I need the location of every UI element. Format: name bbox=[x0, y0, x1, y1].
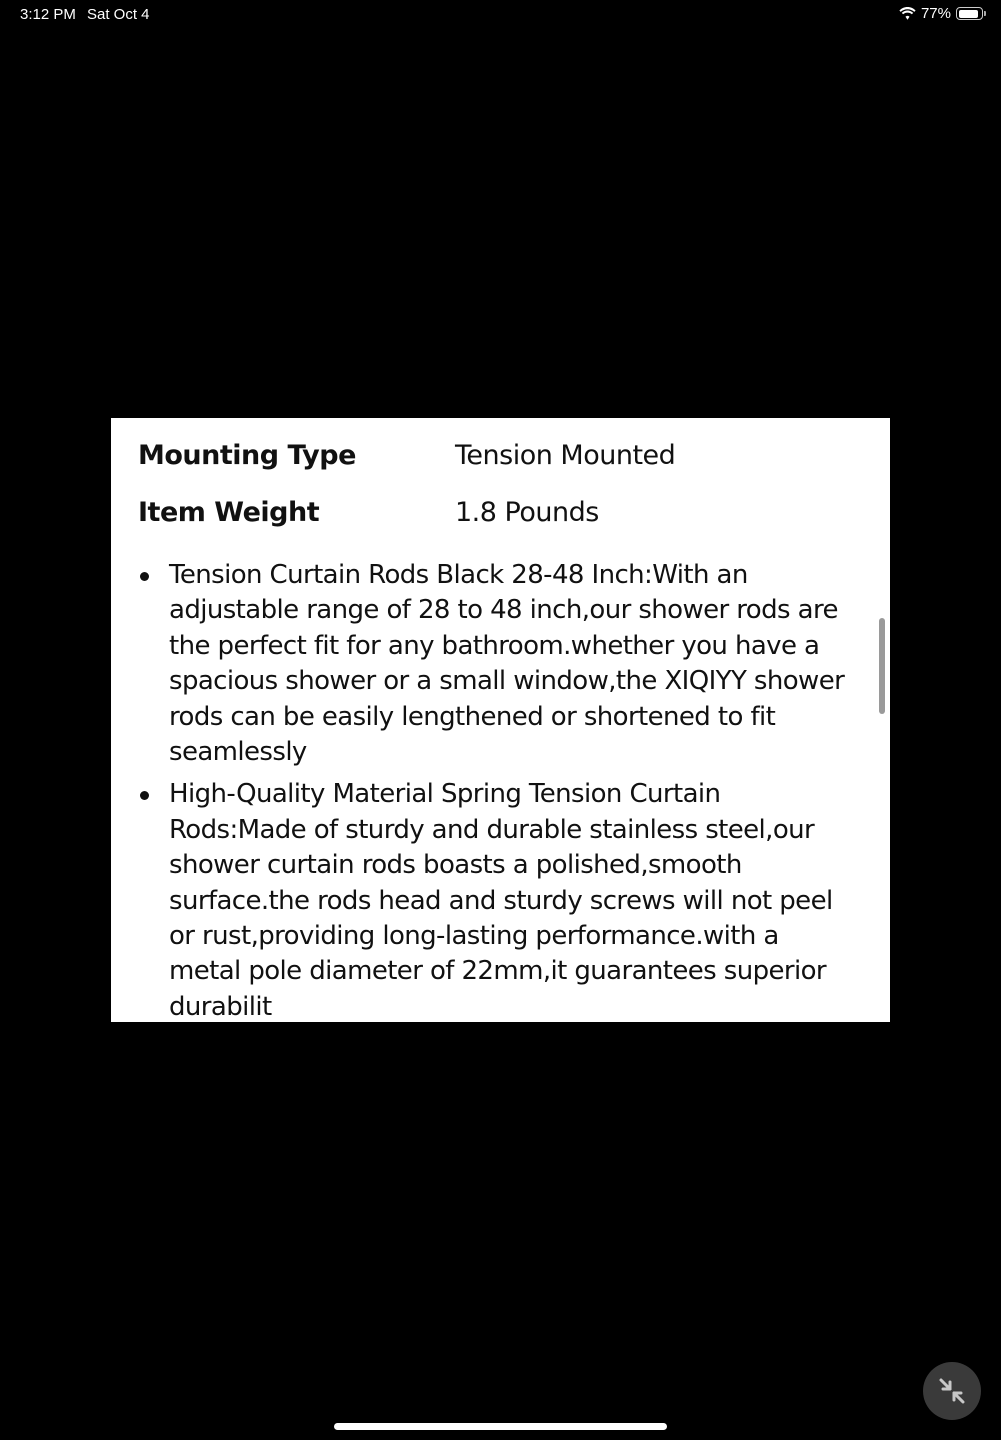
status-indicators bbox=[899, 5, 983, 22]
feature-bullet bbox=[111, 777, 871, 1022]
spec-label: Item Weight bbox=[138, 497, 320, 528]
feature-bullets bbox=[111, 558, 871, 1022]
scrollbar[interactable] bbox=[879, 618, 885, 714]
spec-row-mounting-type bbox=[138, 440, 675, 471]
collapse-button[interactable] bbox=[923, 1362, 981, 1420]
status-date: Sat Oct 4 bbox=[87, 6, 150, 23]
product-details-panel[interactable] bbox=[111, 418, 890, 1022]
spec-row-item-weight bbox=[138, 497, 599, 528]
collapse-arrows-icon bbox=[937, 1376, 967, 1406]
spec-label: Mounting Type bbox=[138, 440, 356, 471]
status-time: 3:12 PM bbox=[20, 6, 76, 23]
bullet-dot-icon bbox=[140, 791, 149, 800]
spec-value: 1.8 Pounds bbox=[455, 497, 599, 528]
battery-percent: 77% bbox=[920, 5, 951, 22]
feature-bullet-text: Tension Curtain Rods Black 28-48 Inch:With an adjustable range of 28 to 48 inch,our shower rods are the perfect fit for any bathroom.whether you have a spacious shower or a small window,the XIQIYY shower rods can be easily lengthened or shortened to fit seamlessly bbox=[169, 560, 845, 768]
battery-fill bbox=[959, 10, 978, 18]
bullet-dot-icon bbox=[140, 572, 149, 581]
wifi-icon bbox=[899, 7, 916, 20]
feature-bullet-text: High-Quality Material Spring Tension Curtain Rods:Made of sturdy and durable stainless steel,our shower curtain rods boasts a polished,smooth surface.the rods head and sturdy screws will not peel or rust,providing long-lasting performance.with a metal pole diameter of 22mm,it guarantees superior durabilit bbox=[169, 779, 833, 1022]
home-indicator[interactable] bbox=[334, 1423, 667, 1430]
spec-value: Tension Mounted bbox=[455, 440, 676, 471]
battery-nub bbox=[984, 11, 986, 16]
feature-bullet bbox=[111, 558, 871, 770]
battery-icon bbox=[956, 7, 983, 20]
status-bar bbox=[0, 0, 1001, 30]
